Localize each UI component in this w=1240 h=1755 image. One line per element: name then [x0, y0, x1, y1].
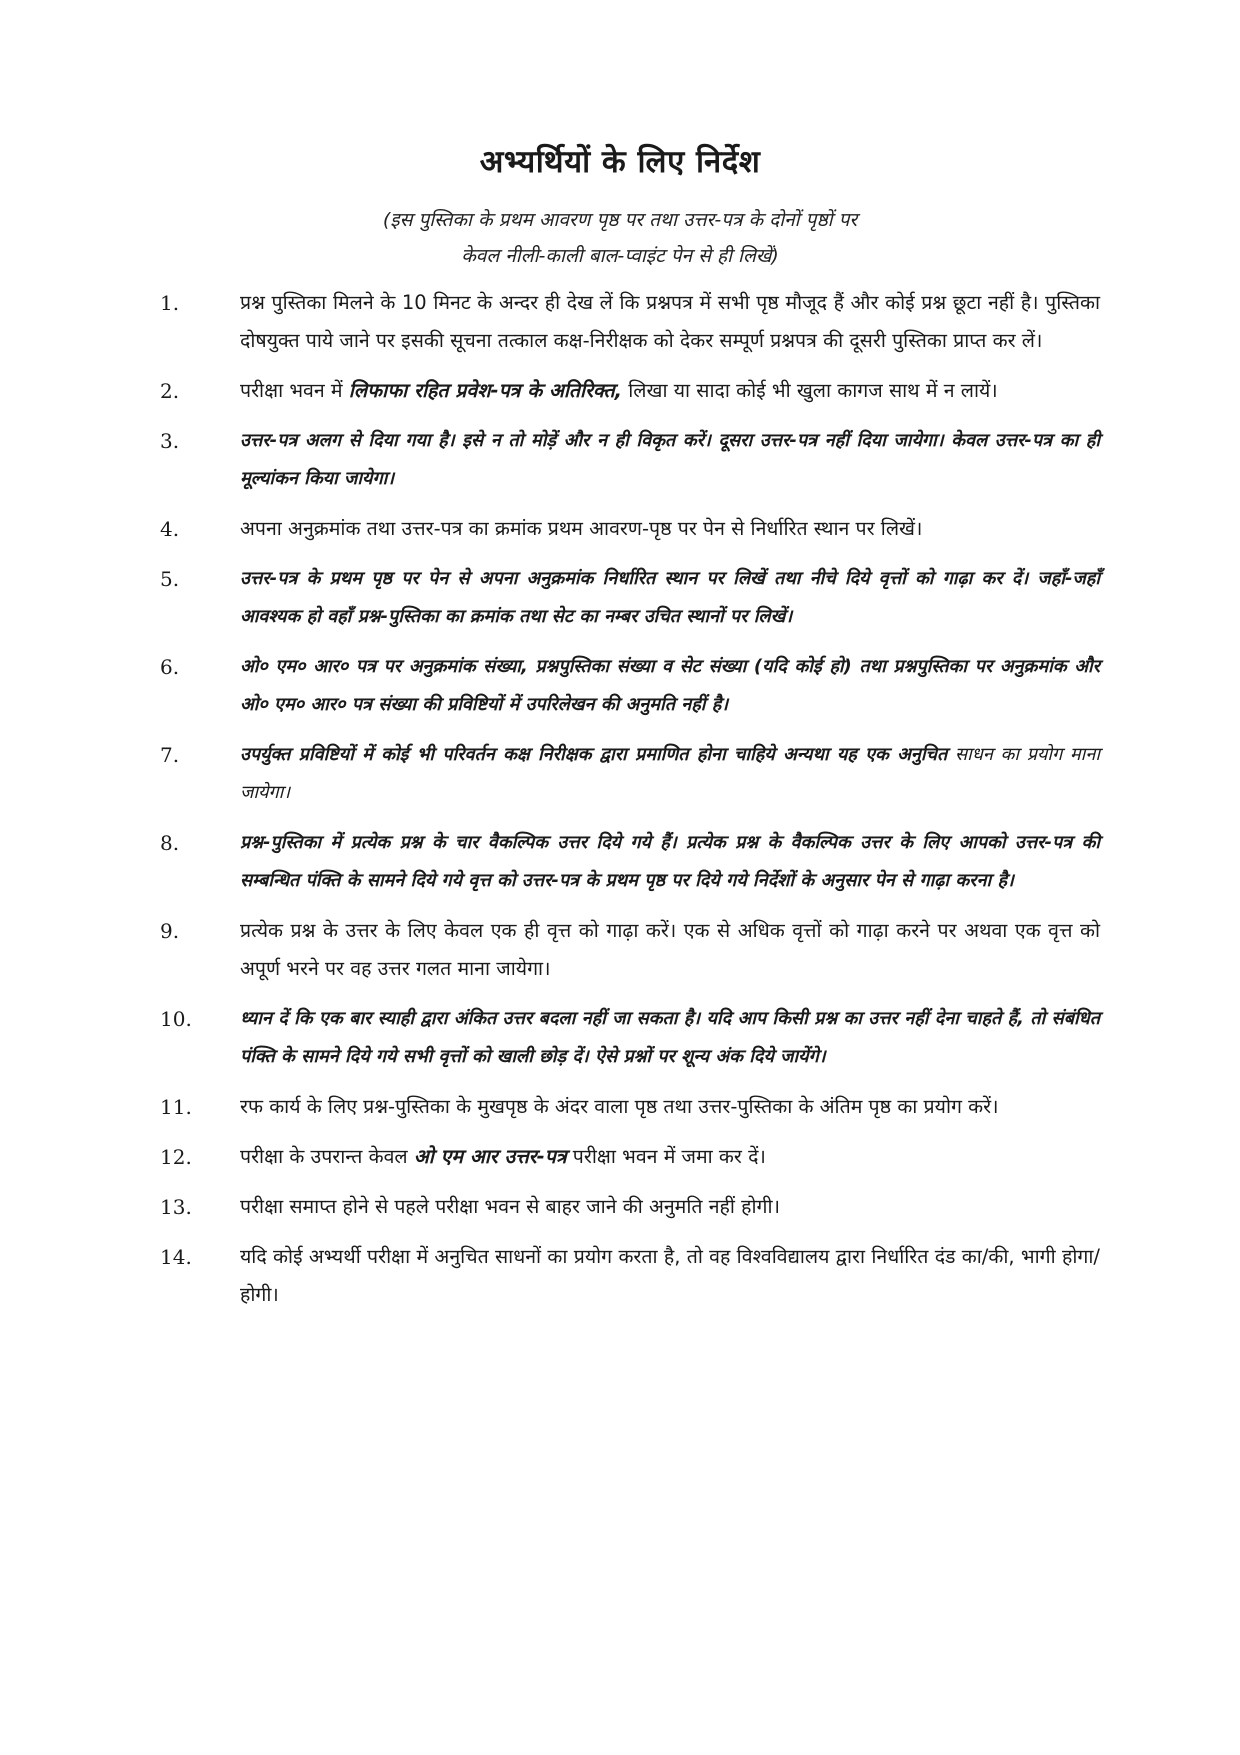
instruction-item-2 [160, 372, 1100, 410]
instruction-text: परीक्षा समाप्त होने से पहले परीक्षा भवन से बाहर जाने की अनुमति नहीं होगी। [240, 1195, 780, 1218]
instruction-text-emphasis: उपर्युक्त प्रविष्टियों में कोई भी परिवर्तन कक्ष निरीक्षक द्वारा प्रमाणित होना चाहिये अन्यथा यह एक अनुचित [240, 744, 948, 765]
instruction-text: यदि कोई अभ्यर्थी परीक्षा में अनुचित साधनों का प्रयोग करता है, तो वह विश्वविद्यालय द्वारा निर्धारित दंड का/की, भागी होगा/होगी। [240, 1245, 1100, 1306]
instruction-number: 2. [160, 379, 180, 403]
instruction-number: 14. [160, 1245, 192, 1269]
instruction-item-12 [160, 1138, 1100, 1176]
instruction-number: 1. [160, 291, 180, 315]
instruction-text: रफ कार्य के लिए प्रश्न-पुस्तिका के मुखपृष्ठ के अंदर वाला पृष्ठ तथा उत्तर-पुस्तिका के अंतिम पृष्ठ का प्रयोग करें। [240, 1095, 999, 1118]
instruction-item-13 [160, 1188, 1100, 1226]
instruction-number: 3. [160, 429, 180, 453]
instruction-text [240, 372, 1100, 410]
instruction-number: 9. [160, 919, 180, 943]
instruction-number: 12. [160, 1145, 192, 1169]
instruction-text [240, 736, 1100, 812]
instruction-text-emphasis: लिफाफा रहित प्रवेश-पत्र के अतिरिक्त, [348, 379, 623, 402]
subtitle-line-1: (इस पुस्तिका के प्रथम आवरण पृष्ठ पर तथा उत्तर-पत्र के दोनों पृष्ठों पर [382, 209, 858, 231]
instruction-item-10 [160, 1000, 1100, 1076]
instruction-number: 11. [160, 1095, 192, 1119]
instruction-item-4 [160, 510, 1100, 548]
instruction-text: प्रश्न-पुस्तिका में प्रत्येक प्रश्न के चार वैकल्पिक उत्तर दिये गये हैं। प्रत्येक प्रश्न के वैकल्पिक उत्तर के लिए आपको उत्तर-पत्र की सम्बन्धित पंक्ति के सामने दिये गये वृत्त को उत्तर-पत्र के प्रथम पृष्ठ पर दिये गये निर्देशों के अनुसार पेन से गाढ़ा करना है। [240, 832, 1100, 891]
instruction-item-3 [160, 422, 1100, 498]
instruction-number: 7. [160, 743, 180, 767]
instruction-text: प्रश्न पुस्तिका मिलने के 10 मिनट के अन्दर ही देख लें कि प्रश्नपत्र में सभी पृष्ठ मौजूद हैं और कोई प्रश्न छूटा नहीं है। पुस्तिका दोषयुक्त पाये जाने पर इसकी सूचना तत्काल कक्ष-निरीक्षक को देकर सम्पूर्ण प्रश्नपत्र की दूसरी पुस्तिका प्राप्त कर लें। [240, 291, 1100, 352]
instruction-text: ध्यान दें कि एक बार स्याही द्वारा अंकित उत्तर बदला नहीं जा सकता है। यदि आप किसी प्रश्न का उत्तर नहीं देना चाहते हैं, तो संबंधित पंक्ति के सामने दिये गये सभी वृत्तों को खाली छोड़ दें। ऐसे प्रश्नों पर शून्य अंक दिये जायेंगे। [240, 1008, 1100, 1067]
instruction-item-14 [160, 1238, 1100, 1314]
instruction-text-before: परीक्षा के उपरान्त केवल [240, 1145, 414, 1168]
instruction-item-11 [160, 1088, 1100, 1126]
instruction-number: 6. [160, 655, 180, 679]
instruction-text-after: परीक्षा भवन में जमा कर दें। [566, 1145, 766, 1168]
instruction-number: 8. [160, 831, 180, 855]
instruction-text-before: परीक्षा भवन में [240, 379, 349, 402]
instruction-item-1 [160, 284, 1100, 360]
instruction-item-5 [160, 560, 1100, 636]
instruction-item-9 [160, 912, 1100, 988]
instruction-text-after: साधन का प्रयोग माना जायेगा। [240, 744, 1100, 803]
instruction-number: 13. [160, 1195, 192, 1219]
instruction-text: उत्तर-पत्र अलग से दिया गया है। इसे न तो मोड़ें और न ही विकृत करें। दूसरा उत्तर-पत्र नहीं दिया जायेगा। केवल उत्तर-पत्र का ही मूल्यांकन किया जायेगा। [240, 430, 1100, 489]
instruction-text: अपना अनुक्रमांक तथा उत्तर-पत्र का क्रमांक प्रथम आवरण-पृष्ठ पर पेन से निर्धारित स्थान पर लिखें। [240, 517, 923, 540]
instruction-text: उत्तर-पत्र के प्रथम पृष्ठ पर पेन से अपना अनुक्रमांक निर्धारित स्थान पर लिखें तथा नीचे दिये वृत्तों को गाढ़ा कर दें। जहाँ-जहाँ आवश्यक हो वहाँ प्रश्न-पुस्तिका का क्रमांक तथा सेट का नम्बर उचित स्थानों पर लिखें। [240, 568, 1100, 627]
instruction-text: ओ० एम० आर० पत्र पर अनुक्रमांक संख्या, प्रश्नपुस्तिका संख्या व सेट संख्या (यदि कोई हो) तथा प्रश्नपुस्तिका पर अनुक्रमांक और ओ० एम० आर० पत्र संख्या की प्रविष्टियों में उपरिलेखन की अनुमति नहीं है। [240, 656, 1100, 715]
subtitle-line-2: केवल नीली-काली बाल-प्वाइंट पेन से ही लिखें) [461, 245, 779, 267]
instruction-text: प्रत्येक प्रश्न के उत्तर के लिए केवल एक ही वृत्त को गाढ़ा करें। एक से अधिक वृत्तों को गाढ़ा करने पर अथवा एक वृत्त को अपूर्ण भरने पर वह उत्तर गलत माना जायेगा। [240, 919, 1100, 980]
instruction-item-6 [160, 648, 1100, 724]
instruction-text-emphasis: ओ एम आर उत्तर-पत्र [413, 1145, 567, 1168]
instruction-item-7 [160, 736, 1100, 812]
page-title: अभ्यर्थियों के लिए निर्देश [479, 144, 761, 180]
instruction-number: 4. [160, 517, 180, 541]
instruction-number: 5. [160, 567, 180, 591]
instruction-list [160, 284, 1100, 1326]
instruction-number: 10. [160, 1007, 192, 1031]
instruction-text [240, 1138, 1100, 1176]
instruction-text-after: लिखा या सादा कोई भी खुला कागज साथ में न लायें। [622, 379, 998, 402]
instruction-item-8 [160, 824, 1100, 900]
